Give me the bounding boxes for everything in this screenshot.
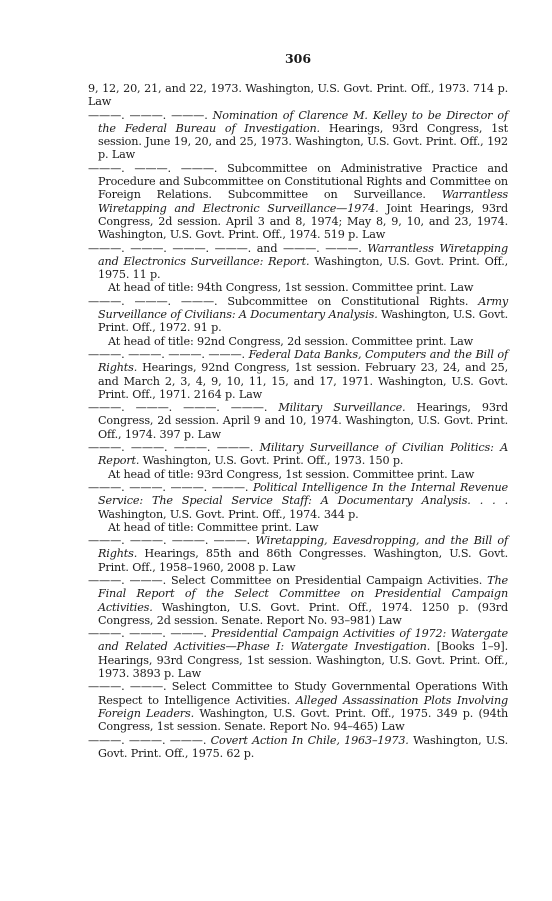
entry-title: Warrantless Wiretapping and Electronic Surveillance—1974. [98,188,508,215]
entry-author: ———. ———. Select Committee to Study Governmental Operations With Respect to Intelligence Activities. [88,680,508,707]
entry-title: Military Surveillance. [278,401,406,415]
entry-citation [88,534,509,574]
entry-citation [88,241,509,282]
entry-publication: Washington, U.S. Govt. Print. Off., 1974. 344 p. [98,507,359,521]
entry-citation [88,108,508,162]
bibliography-entry [88,481,508,534]
entry-publication: Hearings, 93rd Congress, 2d session. April 9 and 10, 1974. Washington, U.S. Govt. Print. Off., 1974. 397 p. Law [98,401,509,441]
bibliography-entry [88,348,508,401]
entry-title: The Final Report of the Select Committee on Presidential Campaign Activities. [98,573,508,614]
entry-publication: Hearings, 85th and 86th Congresses. Washington, U.S. Govt. Print. Off., 1958–1960, 2008 p. Law [98,547,508,574]
bibliography-entry [88,534,508,574]
entry-publication: Washington, U.S. Govt. Print. Off., 1974. 1250 p. (93rd Congress, 2d session. Senate. Report No. 93–981) Law [98,600,508,627]
bibliography-entry [88,242,508,295]
bibliography-entry [88,627,508,680]
bibliography-entry [88,441,508,481]
entry-publication: Joint Hearings, 93rd Congress, 2d session. April 3 and 8, 1974; May 8, 9, 10, and 23, 1974. Washington, U.S. Govt. Print. Off., 1974. 519 p. Law [98,201,508,242]
bibliography-entry [88,401,508,441]
entry-note: At head of title: 93rd Congress, 1st session. Committee print. Law [108,467,475,481]
bibliography-entry [88,680,508,733]
entry-title: Wiretapping, Eavesdropping, and the Bill of Rights. [98,534,509,561]
bibliography-list [88,82,508,760]
entry-citation [88,401,509,441]
entry-publication: Washington, U.S. Govt. Print. Off., 1972. 91 p. [98,308,508,335]
entry-author: ———. ———. ———. [88,627,207,641]
entry-publication: Hearings, 93rd Congress, 1st session. June 19, 20, and 25, 1973. Washington, U.S. Govt. Print. Off., 192 p. Law [98,121,508,162]
bibliography-entry [88,574,508,627]
entry-title: Alleged Assassination Plots Involving Foreign Leaders. [98,693,509,720]
entry-title: Political Intelligence In the Internal Revenue Service: The Special Service Staff: A Documentary Analysis. . . . [98,480,509,508]
entry-publication: Washington, U.S. Govt. Print. Off., 1973. 150 p. [142,454,404,468]
entry-title: Army Surveillance of Civilians: A Documentary Analysis. [98,294,509,322]
entry-title: Presidential Campaign Activities of 1972: Watergate and Related Activities—Phase I: Watergate Investigation. [98,627,508,654]
entry-note: At head of title: 92nd Congress, 2d session. Committee print. Law [108,334,474,348]
entry-citation [88,680,509,734]
entry-publication: [Books 1–9]. Hearings, 93rd Congress, 1st session. Washington, U.S. Govt. Print. Off., 1973. 3893 p. Law [98,640,509,681]
entry-publication: Washington, U.S. Govt. Print. Off., 1975. 62 p. [98,733,509,760]
entry-author: ———. ———. ———. ———. and ———. ———. [88,241,362,255]
entry-author: ———. ———. ———. Subcommittee on Constitutional Rights. [88,294,469,308]
entry-author: ———. ———. ———. [88,108,208,122]
entry-publication: Washington, U.S. Govt. Print. Off., 1975. 349 p. (94th Congress, 1st session. Senate. Report No. 94–465) Law [98,706,509,734]
entry-note: At head of title: 94th Congress, 1st session. Committee print. Law [108,281,474,295]
entry-citation [88,480,509,521]
entry-citation [88,294,509,335]
bibliography-entry [88,295,508,348]
bibliography-entry [88,162,508,242]
entry-title: Military Surveillance of Civilian Politics: A Report. [98,441,509,468]
entry-publication: Washington, U.S. Govt. Print. Off., 1975. 11 p. [98,254,509,282]
entry-citation [88,347,509,401]
bibliography-entry [88,82,508,109]
entry-author: ———. ———. ———. ———. [88,401,268,415]
entry-note: At head of title: Committee print. Law [108,520,319,534]
entry-citation [88,733,509,761]
page-number: 306 [284,51,312,66]
entry-title: Federal Data Banks, Computers and the Bill of Rights. [98,347,509,375]
entry-citation [88,441,509,468]
entry-title: Nomination of Clarence M. Kelley to be Director of the Federal Bureau of Investigation. [98,108,508,135]
entry-citation [88,573,508,627]
entry-citation [88,161,508,242]
entry-publication: 9, 12, 20, 21, and 22, 1973. Washington, U.S. Govt. Print. Off., 1973. 714 p. Law [88,82,508,109]
entry-author: ———. ———. ———. Subcommittee on Administrative Practice and Procedure and Subcommittee on Constitutional Rights and Committee on Foreign Relations. Subcommittee on Surveillance. [88,161,508,202]
entry-author: ———. ———. ———. ———. [88,480,249,494]
bibliography-entry [88,734,508,761]
entry-author: ———. ———. Select Committee on Presidential Campaign Activities. [88,573,483,587]
entry-citation [88,82,508,109]
entry-author: ———. ———. ———. [88,733,207,747]
entry-author: ———. ———. ———. ———. [88,534,251,548]
entry-title: Warrantless Wiretapping and Electronics Surveillance: Report. [98,241,508,268]
entry-publication: Hearings, 92nd Congress, 1st session. February 23, 24, and 25, and March 2, 3, 4, 9, 10, 11, 15, and 17, 1971. Washington, U.S. Govt. Print. Off., 1971. 2164 p. Law [98,361,509,401]
entry-citation [88,627,509,681]
bibliography-entry [88,109,508,162]
entry-title: Covert Action In Chile, 1963–1973. [210,733,409,747]
entry-author: ———. ———. ———. ———. [88,441,254,455]
entry-author: ———. ———. ———. ———. [88,347,245,361]
